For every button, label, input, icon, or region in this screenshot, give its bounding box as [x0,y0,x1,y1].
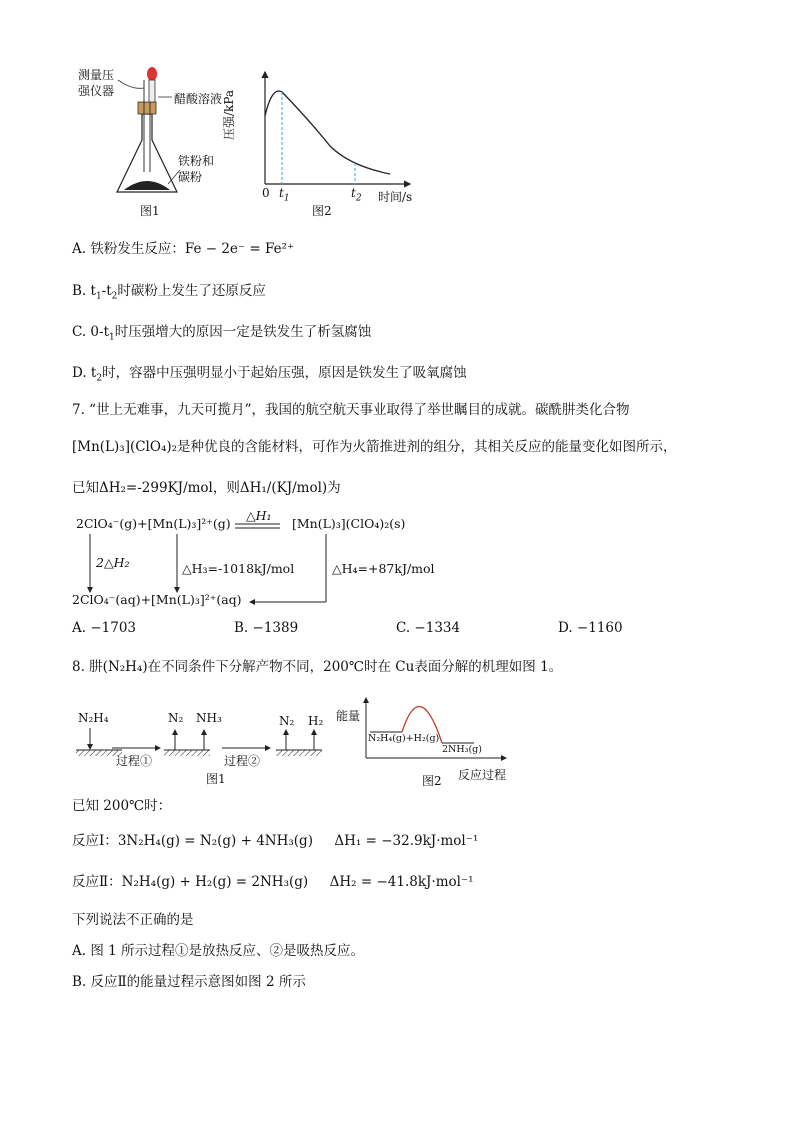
q8-products-label: 2NH₃(g) [442,744,482,755]
q8-h2-label: H₂ [308,714,324,728]
q8-question: 下列说法不正确的是 [72,912,194,928]
q6-option-d: D. $t_2$时，容器中压强明显小于起始压强，原因是铁发生了吸氧腐蚀 [72,365,467,384]
q7-formula: [Mn(L)₃](ClO₄)₂ [72,439,178,455]
q8-step2-label: 过程② [224,754,261,768]
q7-option-a: A. −1703 [72,620,136,636]
q8-n2-label-2: N₂ [279,714,295,728]
q6-option-c: C. $0-t_1$时压强增大的原因一定是铁发生了析氢腐蚀 [72,324,372,343]
q8-option-b: B. 反应Ⅱ的能量过程示意图如图 2 所示 [72,974,306,990]
q7-dh2-label: 2△H₂ [96,555,130,570]
q7-stem-line3: 已知ΔH₂=-299KJ/mol，则ΔH₁/(KJ/mol)为 [72,480,341,496]
fig1-caption: 图1 [140,204,160,218]
q7-top-right-species: [Mn(L)₃](ClO₄)₂(s) [292,516,406,531]
q7-bottom-species: 2ClO₄⁻(aq)+[Mn(L)₃]²⁺(aq) [72,592,242,607]
q8-n2-label: N₂ [168,711,184,725]
time-axis-label: 时间/s [378,190,413,204]
q6-option-a: A. 铁粉发生反应：Fe − 2e⁻ = Fe²⁺ [72,241,295,257]
q8-known: 已知 200℃时： [72,798,172,814]
q7-dh1-label: △H₁ [246,508,272,523]
q7-dh3-label: △H₃=-1018kJ/mol [182,561,295,576]
fig1-meter-label: 测量压 强仪器 [78,68,115,98]
q8-step1-label: 过程① [116,754,153,768]
origin-label: 0 [262,186,270,200]
t1-label: $t_1$ [279,186,290,204]
q6-option-b: B. $t_1-t_2$时碳粉上发生了还原反应 [72,283,266,302]
q8-option-a: A. 图 1 所示过程①是放热反应、②是吸热反应。 [72,943,365,959]
t2-label: $t_2$ [351,186,362,204]
q8-n2h4-label: N₂H₄ [78,711,109,725]
q7-option-c: C. −1334 [396,620,461,636]
pressure-time-chart [240,66,420,206]
q8-energy-axis-label: 能量 [336,709,361,723]
q8-reactants-label: N₂H₄(g)+H₂(g) [368,733,440,744]
pressure-curve [265,91,390,174]
q7-option-d: D. −1160 [558,620,623,636]
q8-fig1-caption: 图1 [206,772,226,786]
q8-reaction-2: 反应Ⅱ：N₂H₄(g) + H₂(g) = 2NH₃(g) ΔH₂ = −41.8kJ·mol⁻¹ [72,874,474,890]
pressure-axis-label: 压强/kPa [222,89,236,140]
q7-option-b: B. −1389 [234,620,299,636]
fig1-powder-label: 铁粉和 碳粉 [178,154,215,184]
fig2-caption: 图2 [312,204,332,218]
q8-nh3-label: NH₃ [196,711,222,725]
q8-stem-line1: 8. 肼(N₂H₄)在不同条件下分解产物不同，200℃时在 Cu表面分解的机理如图 1。 [72,659,563,675]
fig1-acid-label: 醋酸溶液 [174,92,223,106]
q7-dh4-label: △H₄=+87kJ/mol [332,561,435,576]
dropper-bulb-icon [147,67,157,81]
q7-top-left-species: 2ClO₄⁻(g)+[Mn(L)₃]²⁺(g) [76,516,231,531]
q8-fig2-caption: 图2 [422,774,442,788]
q8-reaction-axis-label: 反应过程 [458,768,507,782]
q7-stem-line1: 7. “世上无难事，九天可揽月”，我国的航空航天事业取得了举世瞩目的成就。碳酰肼类化合物 [72,402,630,418]
q8-energy-profile-chart [360,696,510,766]
q7-stem-line2: [Mn(L)₃](ClO₄)₂是种优良的含能材料，可作为火箭推进剂的组分，其相关反应的能量变化如图所示， [72,439,677,455]
q8-reaction-1: 反应Ⅰ：3N₂H₄(g) = N₂(g) + 4NH₃(g) ΔH₁ = −32.9kJ·mol⁻¹ [72,833,479,849]
